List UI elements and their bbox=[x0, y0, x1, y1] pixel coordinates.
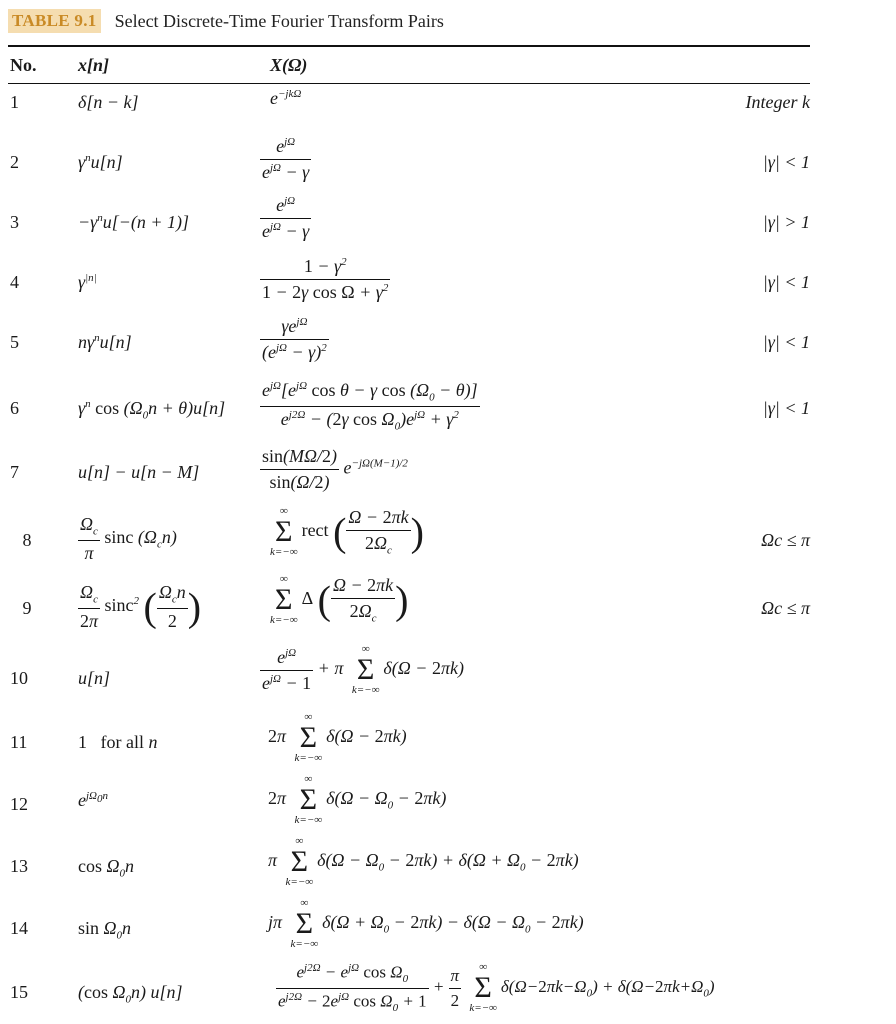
row-number: 4 bbox=[10, 272, 19, 292]
row-condition: |γ| < 1 bbox=[762, 332, 810, 352]
row-condition: |γ| > 1 bbox=[762, 212, 810, 232]
row-transform: 2π ∞ Σ k=−∞ $\delta(\Omega - \Omega_0 - 2\pi k)$ bbox=[268, 773, 447, 826]
row-condition: Ωc ≤ π bbox=[761, 598, 810, 618]
row-signal: $n\gamma^nu[n]$ bbox=[78, 332, 132, 352]
row-condition: |γ| < 1 bbox=[762, 152, 810, 172]
row-transform: $\frac{e^{j2\Omega} - e^{j\Omega} \cos \Omega_0}{e^{j2\Omega} - 2e^{j\Omega} \cos \Omega_0 + 1}$ + $\frac{\pi}{2}$ ∞ Σ k=−∞ $\delta(\Omega-2\pi k-\Omega_0) + \delta(\Omega-2\pi k+\Omega_0)$ bbox=[278, 961, 715, 1014]
row-signal: $\frac{\Omega_c}{\pi}$ sinc $(\Omega_cn)$ bbox=[80, 514, 177, 563]
row-transform: $\frac{\sin(M\Omega/2)}{\sin(\Omega/2)}$ $e^{-j\Omega(M-1)/2}$ bbox=[262, 446, 408, 492]
row-number: 5 bbox=[10, 332, 19, 352]
row-signal: $\sin \Omega_0n$ bbox=[78, 918, 132, 942]
table-title: Select Discrete-Time Fourier Transform Pairs bbox=[114, 10, 444, 31]
row-number: 14 bbox=[10, 918, 28, 938]
row-transform: ∞ Σ k=−∞ rect ( $\frac{\Omega - 2\pi k}{2\Omega_c}$ ) bbox=[270, 505, 424, 558]
row-number: 2 bbox=[10, 152, 19, 172]
row-transform: 2π ∞ Σ k=−∞ δ(Ω − 2πk) bbox=[268, 711, 407, 764]
row-number: 1 bbox=[10, 92, 19, 112]
row-signal: $e^{j\Omega_0n}$ bbox=[78, 790, 109, 810]
header-rule bbox=[8, 83, 810, 84]
row-signal: u[n] bbox=[78, 668, 111, 688]
header-no: No. bbox=[10, 55, 37, 75]
row-number: 9 bbox=[22, 598, 32, 618]
row-number: 10 bbox=[10, 668, 28, 688]
row-number: 13 bbox=[10, 856, 28, 876]
row-transform: jπ ∞ Σ k=−∞ $\delta(\Omega + \Omega_0 - 2\pi k) - \delta(\Omega - \Omega_0 - 2\pi k)$ bbox=[268, 897, 584, 950]
row-number: 8 bbox=[22, 530, 32, 550]
top-rule bbox=[8, 45, 810, 47]
row-transform: ∞ Σ k=−∞ Δ ( $\frac{\Omega - 2\pi k}{2\Omega_c}$ ) bbox=[270, 573, 409, 626]
row-signal: $\frac{\Omega_c}{2\pi}$ sinc$^2$ ( $\frac{\Omega_cn}{2}$ ) bbox=[80, 582, 202, 631]
row-condition: Ωc ≤ π bbox=[761, 530, 810, 550]
row-number: 11 bbox=[10, 732, 28, 752]
row-transform: $e^{-jk\Omega}$ bbox=[270, 88, 302, 108]
row-signal: δ[n − k] bbox=[78, 92, 139, 112]
row-signal: $\gamma^nu[n]$ bbox=[78, 152, 123, 172]
row-condition: |γ| < 1 bbox=[762, 272, 810, 292]
row-number: 6 bbox=[10, 398, 19, 418]
row-condition: |γ| < 1 bbox=[762, 398, 810, 418]
row-signal: u[n] − u[n − M] bbox=[78, 462, 200, 482]
row-signal: $\gamma^n$ $\cos (\Omega_0n + \theta)u[n]$ bbox=[78, 398, 226, 422]
row-signal: 1 for all n bbox=[78, 732, 158, 752]
row-signal: $\cos \Omega_0n$ bbox=[78, 856, 135, 880]
row-signal: (cos $\Omega_0n$) u[n] bbox=[78, 982, 183, 1006]
header-X: X(Ω) bbox=[270, 55, 308, 75]
row-transform: $\frac{e^{j\Omega}}{e^{j\Omega} - \gamma}$ bbox=[262, 195, 310, 241]
row-transform: $\frac{e^{j\Omega}}{e^{j\Omega} - 1}$ + π ∞ Σ k=−∞ δ(Ω − 2πk) bbox=[262, 643, 464, 696]
row-transform: $\frac{e^{j\Omega}[e^{j\Omega} \cos \theta - \gamma \cos (\Omega_0 - \theta)]}{e^{j2\Omega} - (2\gamma \cos \Omega_0)e^{j\Omega} + \gamma^2}$ bbox=[262, 380, 478, 433]
row-number: 7 bbox=[10, 462, 19, 482]
header-x: x[n] bbox=[78, 55, 109, 75]
row-transform: $\frac{e^{j\Omega}}{e^{j\Omega} - \gamma}$ bbox=[262, 136, 310, 182]
row-number: 12 bbox=[10, 794, 28, 814]
row-transform: $\frac{1 - \gamma^2}{1 - 2\gamma \cos \Omega + \gamma^2}$ bbox=[262, 256, 389, 302]
row-condition: Integer k bbox=[745, 92, 810, 112]
row-signal: $\gamma^{|n|}$ bbox=[78, 272, 97, 292]
row-signal: $-\gamma^nu[-(n + 1)]$ bbox=[78, 212, 190, 232]
table-caption bbox=[8, 8, 444, 34]
row-transform: π ∞ Σ k=−∞ $\delta(\Omega - \Omega_0 - 2\pi k) + \delta(\Omega + \Omega_0 - 2\pi k)$ bbox=[268, 835, 579, 888]
table-number: TABLE 9.1 bbox=[8, 9, 101, 33]
row-transform: $\frac{\gamma e^{j\Omega}}{(e^{j\Omega} - \gamma)^2}$ bbox=[262, 316, 327, 362]
row-number: 15 bbox=[10, 982, 28, 1002]
row-number: 3 bbox=[10, 212, 19, 232]
